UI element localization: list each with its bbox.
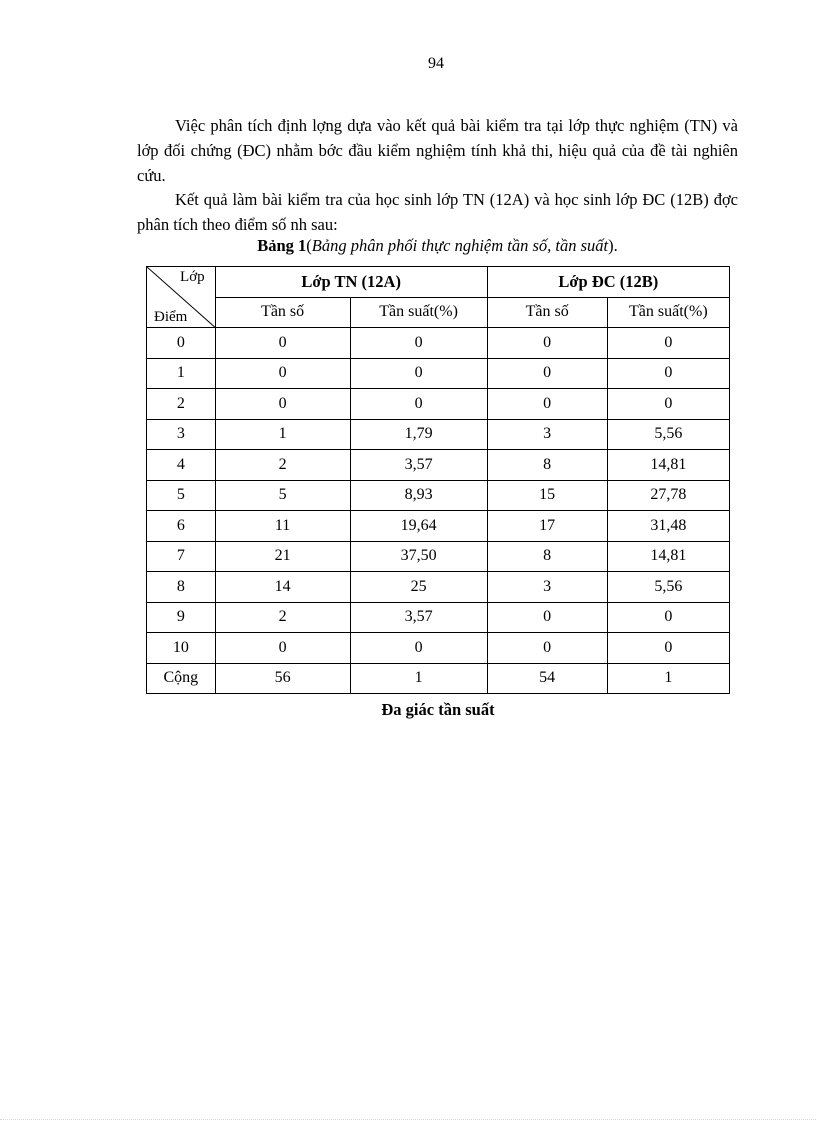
value-cell: 0 xyxy=(215,358,350,389)
value-cell: 2 xyxy=(215,450,350,481)
table-row xyxy=(147,663,730,694)
table-row xyxy=(147,572,730,603)
value-cell: 0 xyxy=(350,328,487,359)
table-row xyxy=(147,328,730,359)
value-cell: 25 xyxy=(350,572,487,603)
value-cell: 54 xyxy=(487,663,607,694)
value-cell: 0 xyxy=(487,633,607,664)
chart-title: Đa giác tần suất xyxy=(381,700,495,719)
table-row xyxy=(147,389,730,420)
table-row xyxy=(147,358,730,389)
score-cell: 7 xyxy=(147,541,216,572)
score-cell: 3 xyxy=(147,419,216,450)
table-corner-cell xyxy=(147,267,216,328)
score-cell: 0 xyxy=(147,328,216,359)
value-cell: 0 xyxy=(487,602,607,633)
value-cell: 2 xyxy=(215,602,350,633)
value-cell: 14 xyxy=(215,572,350,603)
value-cell: 0 xyxy=(350,389,487,420)
table-caption-text: Bảng phân phối thực nghiệm tần số, tần suất xyxy=(311,236,609,255)
value-cell: 31,48 xyxy=(607,511,729,542)
score-cell: 10 xyxy=(147,633,216,664)
value-cell: 0 xyxy=(607,358,729,389)
value-cell: 27,78 xyxy=(607,480,729,511)
subheader-cell: Tần suất(%) xyxy=(350,297,487,328)
table-row xyxy=(147,480,730,511)
value-cell: 0 xyxy=(487,358,607,389)
value-cell: 0 xyxy=(607,633,729,664)
value-cell: 56 xyxy=(215,663,350,694)
value-cell: 0 xyxy=(487,389,607,420)
paragraph-intro: Việc phân tích định lợng dựa vào kết quả bài kiểm tra tại lớp thực nghiệm (TN) và lớp đối chứng (ĐC) nhằm bớc đầu kiểm nghiệm tính khả thi, hiệu quả của đề tài nghiên cứu. xyxy=(137,116,738,185)
value-cell: 14,81 xyxy=(607,450,729,481)
table-caption-open: ( xyxy=(306,236,312,255)
value-cell: 21 xyxy=(215,541,350,572)
table-caption xyxy=(137,236,738,256)
value-cell: 0 xyxy=(215,328,350,359)
value-cell: 5 xyxy=(215,480,350,511)
score-cell: 4 xyxy=(147,450,216,481)
table-row xyxy=(147,419,730,450)
table-row xyxy=(147,602,730,633)
value-cell: 19,64 xyxy=(350,511,487,542)
score-cell: 8 xyxy=(147,572,216,603)
value-cell: 3,57 xyxy=(350,450,487,481)
table-row xyxy=(147,541,730,572)
score-cell: 9 xyxy=(147,602,216,633)
value-cell: 1 xyxy=(215,419,350,450)
value-cell: 0 xyxy=(487,328,607,359)
page-number: 94 xyxy=(428,55,444,72)
score-cell: 1 xyxy=(147,358,216,389)
value-cell: 3,57 xyxy=(350,602,487,633)
group-header-tn: Lớp TN (12A) xyxy=(215,267,487,298)
score-cell: 6 xyxy=(147,511,216,542)
table-caption-label: Bảng 1 xyxy=(257,236,307,255)
value-cell: 0 xyxy=(607,328,729,359)
value-cell: 1 xyxy=(607,663,729,694)
value-cell: 14,81 xyxy=(607,541,729,572)
table-row xyxy=(147,511,730,542)
group-header-dc: Lớp ĐC (12B) xyxy=(487,267,729,298)
subheader-cell: Tần số xyxy=(215,297,350,328)
subheader-cell: Tần số xyxy=(487,297,607,328)
paragraph-results: Kết quả làm bài kiểm tra của học sinh lớp TN (12A) và học sinh lớp ĐC (12B) đợc phân tích theo điểm số nh sau: xyxy=(137,190,738,234)
score-cell: Cộng xyxy=(147,663,216,694)
page-bottom-rule xyxy=(0,1119,816,1120)
value-cell: 5,56 xyxy=(607,419,729,450)
table-row xyxy=(147,633,730,664)
value-cell: 1,79 xyxy=(350,419,487,450)
value-cell: 8,93 xyxy=(350,480,487,511)
subheader-cell: Tần suất(%) xyxy=(607,297,729,328)
value-cell: 0 xyxy=(215,389,350,420)
value-cell: 17 xyxy=(487,511,607,542)
score-cell: 2 xyxy=(147,389,216,420)
value-cell: 3 xyxy=(487,572,607,603)
value-cell: 15 xyxy=(487,480,607,511)
table-row xyxy=(147,450,730,481)
value-cell: 0 xyxy=(607,602,729,633)
value-cell: 37,50 xyxy=(350,541,487,572)
value-cell: 1 xyxy=(350,663,487,694)
value-cell: 8 xyxy=(487,541,607,572)
value-cell: 3 xyxy=(487,419,607,450)
value-cell: 8 xyxy=(487,450,607,481)
value-cell: 11 xyxy=(215,511,350,542)
value-cell: 0 xyxy=(350,633,487,664)
value-cell: 0 xyxy=(607,389,729,420)
corner-label-score: Điểm xyxy=(154,309,188,325)
corner-label-class: Lớp xyxy=(180,269,205,285)
table-body xyxy=(147,328,730,694)
frequency-table xyxy=(146,266,730,694)
table-caption-close: ). xyxy=(608,236,618,255)
value-cell: 0 xyxy=(350,358,487,389)
score-cell: 5 xyxy=(147,480,216,511)
value-cell: 0 xyxy=(215,633,350,664)
value-cell: 5,56 xyxy=(607,572,729,603)
